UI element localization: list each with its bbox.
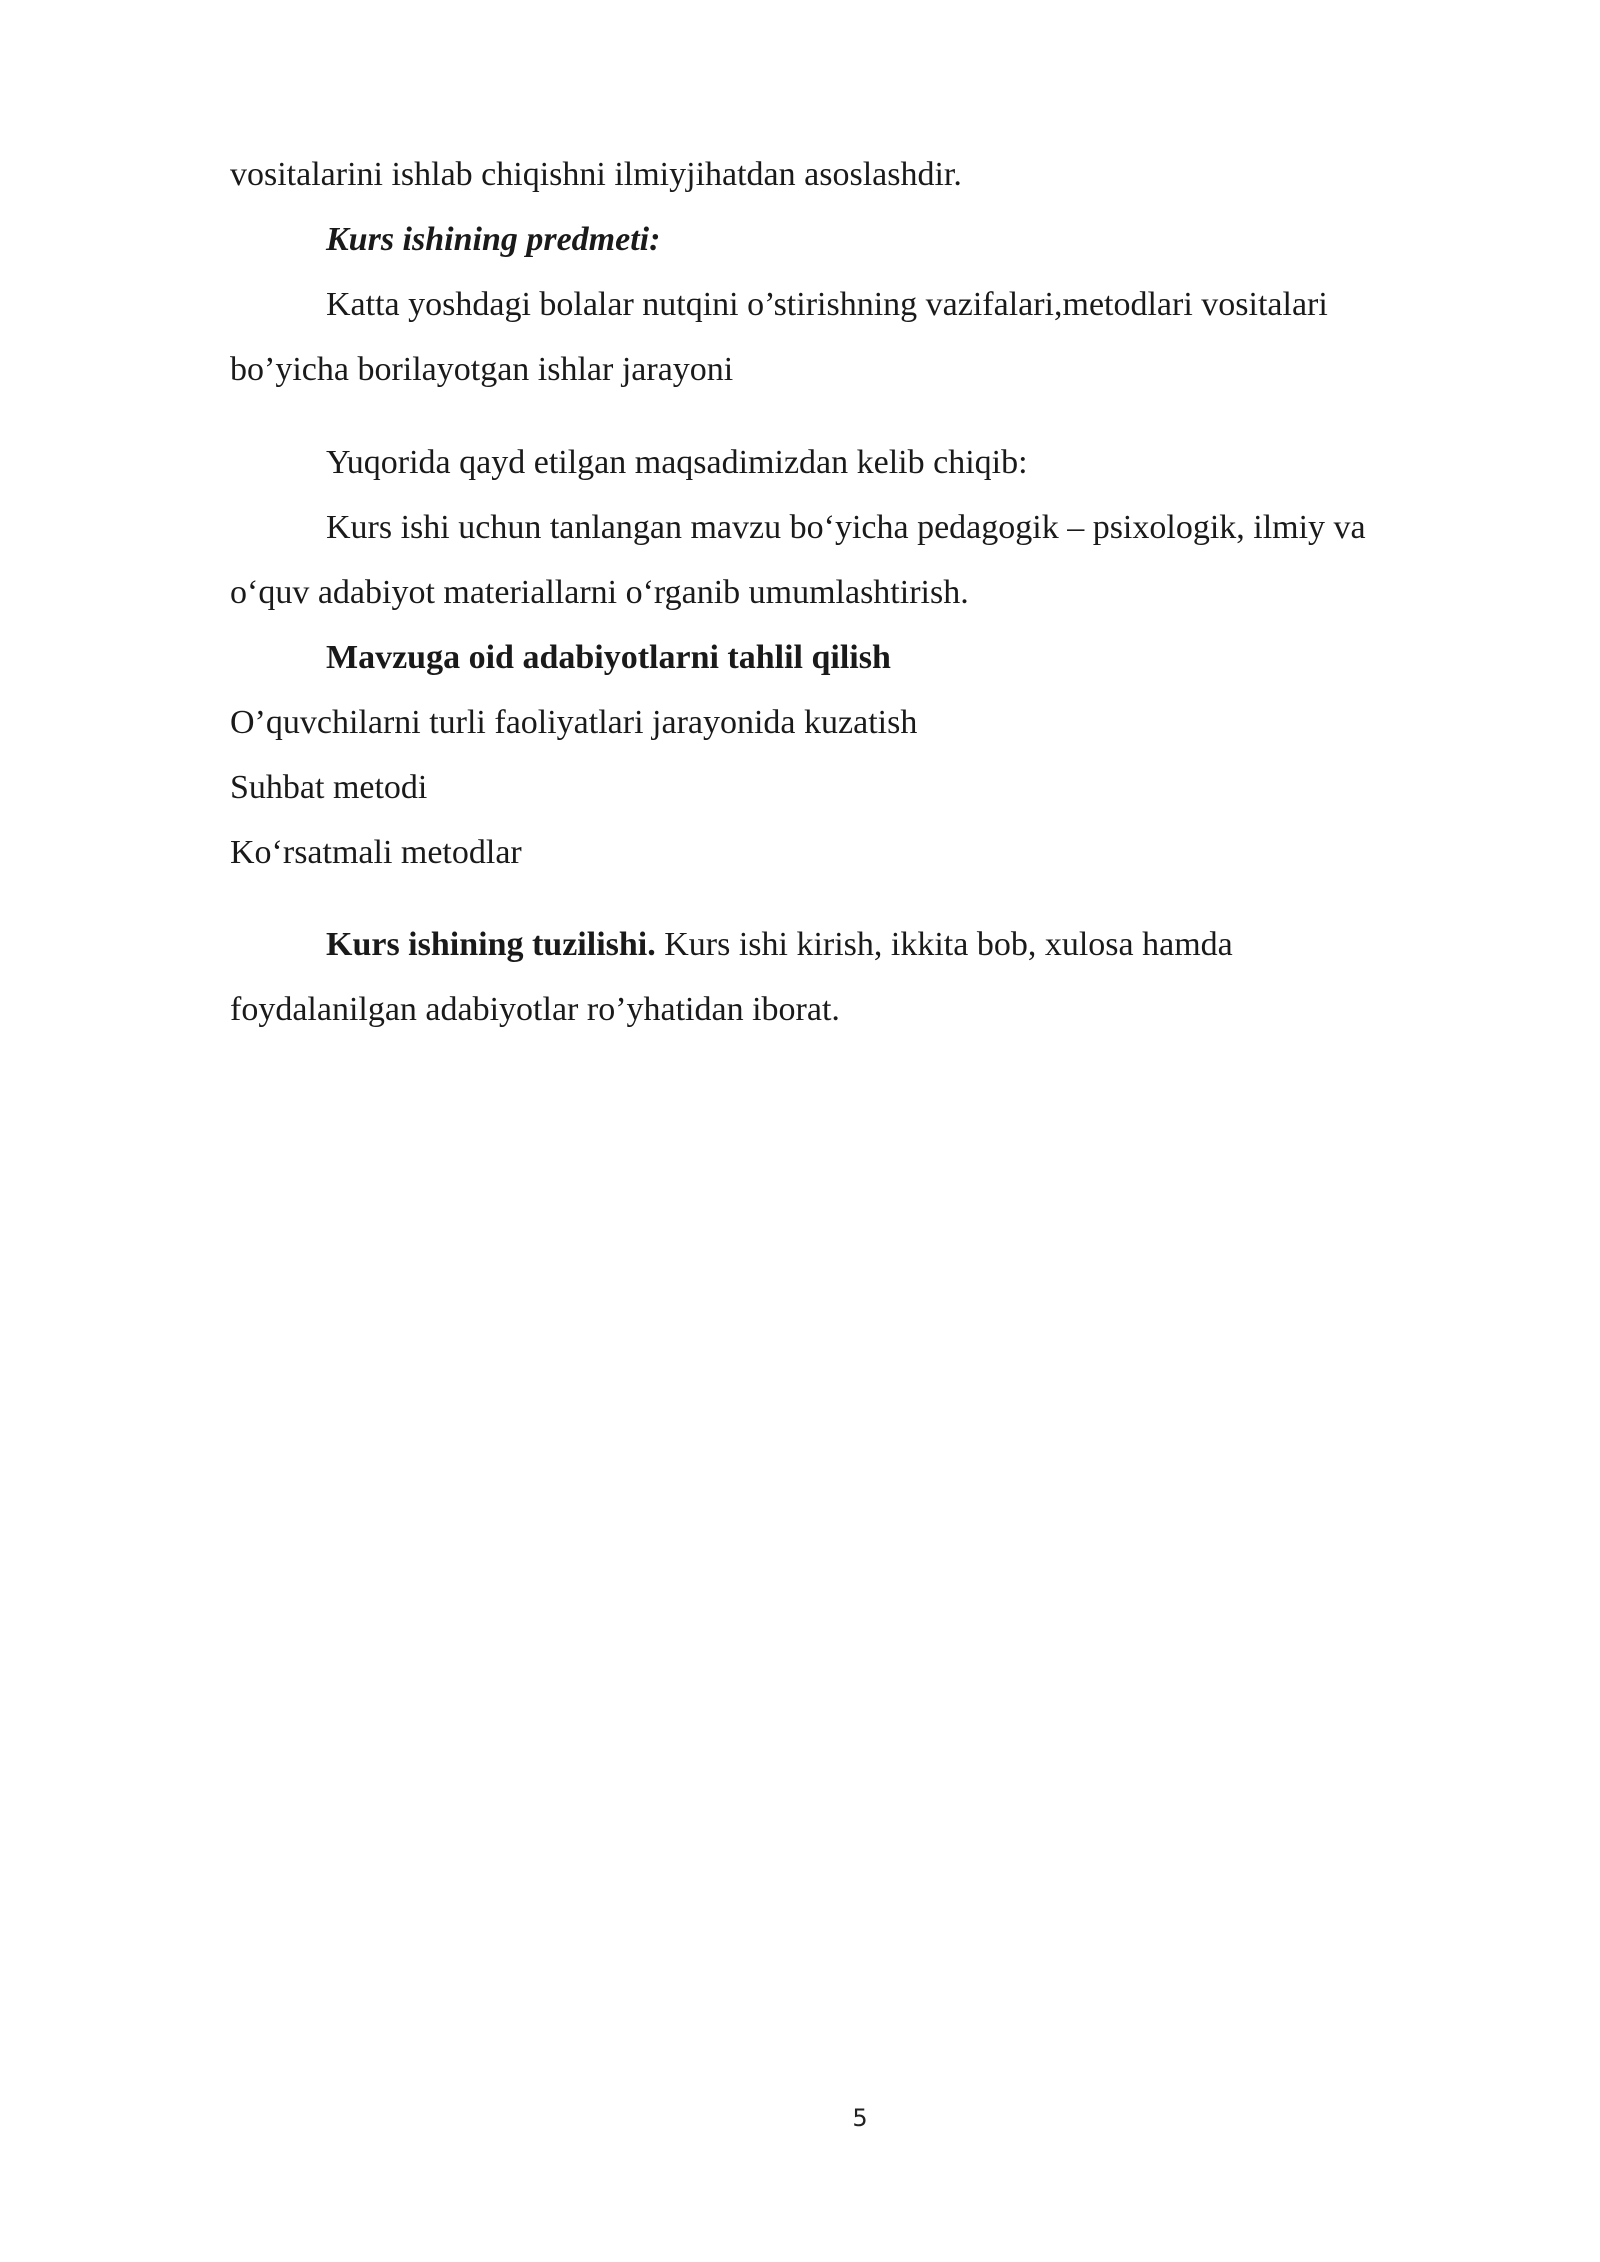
body-text-line: o‘quv adabiyot materiallarni o‘rganib umumlashtirish. bbox=[230, 574, 969, 611]
page-number: 5 bbox=[852, 2104, 868, 2132]
methods-heading: Mavzuga oid adabiyotlarni tahlil qilish bbox=[326, 639, 891, 676]
method-item: Ko‘rsatmali metodlar bbox=[230, 834, 522, 871]
body-text-line: foydalanilgan adabiyotlar ro’yhatidan iborat. bbox=[230, 991, 840, 1028]
method-item: O’quvchilarni turli faoliyatlari jarayonida kuzatish bbox=[230, 704, 918, 741]
subject-heading: Kurs ishining predmeti: bbox=[326, 221, 661, 258]
body-text-line: vositalarini ishlab chiqishni ilmiyjihatdan asoslashdir. bbox=[230, 156, 962, 193]
body-text-line: Katta yoshdagi bolalar nutqini o’stirishning vazifalari,metodlari vositalari bbox=[326, 286, 1328, 323]
structure-paragraph-line bbox=[326, 925, 1233, 965]
body-text-line: Yuqorida qayd etilgan maqsadimizdan kelib chiqib: bbox=[326, 444, 1028, 481]
body-text-line: Kurs ishi uchun tanlangan mavzu bo‘yicha pedagogik – psixologik, ilmiy va bbox=[326, 509, 1366, 546]
structure-heading: Kurs ishining tuzilishi. bbox=[326, 926, 656, 963]
structure-text: Kurs ishi kirish, ikkita bob, xulosa hamda bbox=[655, 926, 1233, 963]
method-item: Suhbat metodi bbox=[230, 769, 428, 806]
body-text-line: bo’yicha borilayotgan ishlar jarayoni bbox=[230, 351, 734, 388]
